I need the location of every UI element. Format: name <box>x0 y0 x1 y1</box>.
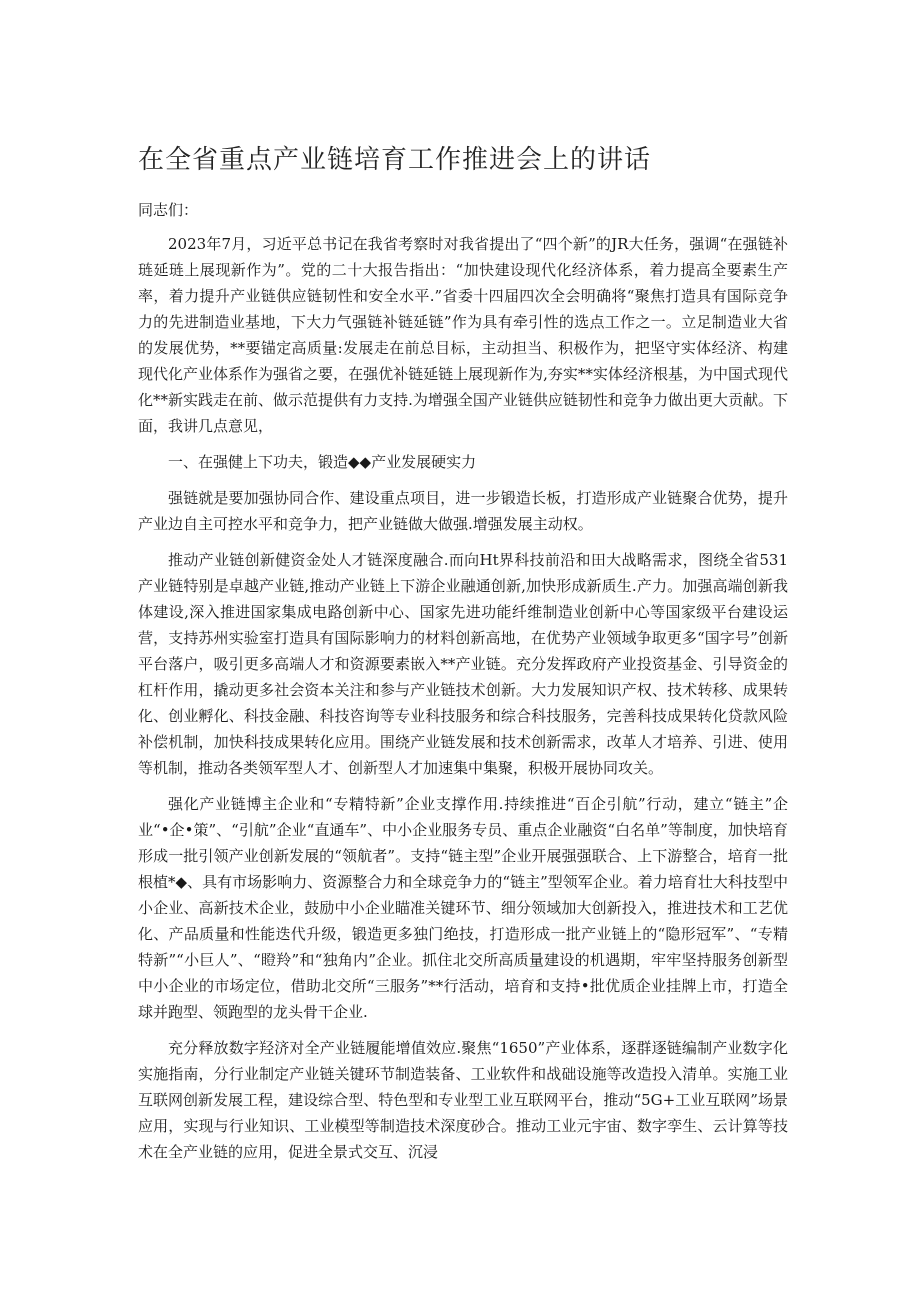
document-title: 在全省重点产业链培育工作推进会上的讲话 <box>138 145 652 175</box>
document-body <box>138 231 788 1175</box>
paragraph-digital-economy: 充分释放数字羟济对全产业链履能增值效应.聚焦“1650”产业体系，逐群逐链编制产业数字化实施指南，分行业制定产业链关键环节制造装备、工业软件和战础设施等改造投入清单。实施工业互联网创新发展工程，建设综合型、特色型和专业型工业互联网平台，推动“5G+工业互联网”场景应用，实现与行业知识、工业模型等制造技术深度砂合。推动工业元宇宙、数字孪生、云计算等技术在全产业链的应用，促进全景式交互、沉浸 <box>138 1039 788 1161</box>
paragraph-innovation: 推动产业链创新健资金处人才链深度融合.而向Ht界科技前沿和田大战略需求，图绕全省531产业链特别是卓越产业链,推动产业链上下游企业融通创新,加快形成新质生.产力。加强高端创新我体建设,深入推进国家集成电路创新中心、国家先进功能纤维制造业创新中心等国家级平台建设运营，支持苏州实验室打造具有国际影响力的材料创新高地，在优势产业领域争取更多“国字号”创新平台落户，吸引更多高端人才和资源要素嵌入**产业链。充分发挥政府产业投资基金、引导资金的杠杆作用，撬动更多社会资本关注和参与产业链技术创新。大力发展知识产权、技术转移、成果转化、创业孵化、科技金融、科技咨询等专业科技服务和综合科技服务，完善科技成果转化贷款风险补偿机制，加快科技成果转化应用。围绕产业链发展和技术创新需求，改革人才培养、引进、使用等机制，推动各类领军型人才、创新型人才加速集中集聚，积极开展协同攻关。 <box>138 551 788 777</box>
paragraph-strong-chain: 强链就是要加强协同合作、建设重点项目，进一步锻造长板，打造形成产业链聚合优势，提升产业边自主可控水平和竞争力，把产业链做大做强.增强发展主动权。 <box>138 489 788 533</box>
greeting: 同志们： <box>138 201 199 219</box>
paragraph-intro: 2023年7月，习近平总书记在我省考察时对我省提出了“四个新”的JR大任务，强调“在强链补琏延琏上展现新作为”。党的二十大报告指出：“加快建设现代化经济体系，着力提高全要素生产率，着力提升产业链供应链韧性和安全水平.”省委十四届四次全会明确将“聚焦打造具有国际竞争力的先进制造业基地，下大力气强链补链延链”作为具有牵引性的选点工作之一。立足制造业大省的发展优势，**要锚定高质量:发展走在前总目标，主动担当、积极作为，把坚守实体经济、构建现代化产业体系作为强省之要，在强优补链延链上展现新作为,夯实**实体经济根基，为中国式现代化**新实践走在前、做示范提供有力支持.为增强全国产业链供应链韧性和竞争力做出更大贡献。下面，我讲几点意见， <box>138 235 788 435</box>
section-heading-1: 一、在强健上下功夫，锻造◆◆产业发展硬实力 <box>168 453 477 471</box>
paragraph-enterprises: 强化产业链博主企业和“专精特新”企业支撑作用.持续推进“百企引航”行动，建立“链主”企业“•企•策”、“引航”企业“直通车”、中小企业服务专员、重点企业融资“白名单”等制度，加快培育形成一批引领产业创新发展的“领航者”。支持“链主型”企业开展强强联合、上下游整合，培育一批根植*◆、具有市场影响力、资源整合力和全球竞争力的“链主”型领军企业。着力培育壮大科技型中小企业、高新技术企业，鼓励中小企业瞄准关键环节、细分领域加大创新投入，推进技术和工艺优化、产品质量和性能迭代升级，锻造更多独门绝技，打造形成一批产业链上的“隐形冠军”、“专精特新”“小巨人”、“瞪羚”和“独角内”企业。抓住北交所高质量建设的机遇期，牢牢坚持服务创新型中小企业的市场定位，借助北交所“三服务”**行活动，培育和支持•批优质企业挂牌上市，打造全球并跑型、领跑型的龙头骨干企业. <box>138 795 788 1021</box>
document-page <box>138 0 788 1301</box>
